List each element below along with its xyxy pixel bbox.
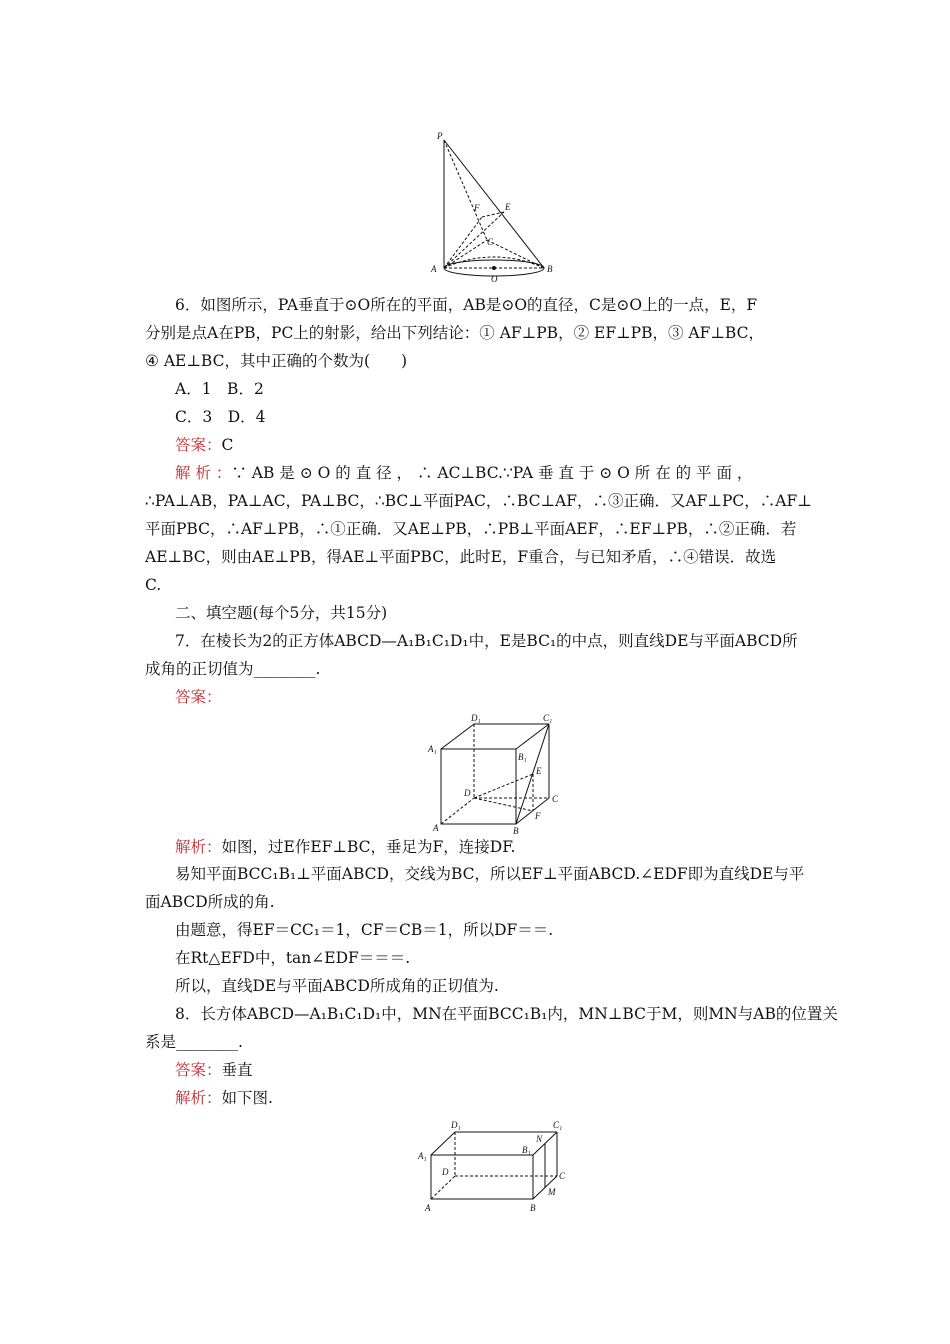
q6-answer-value: C [221,436,234,454]
q8-answer-value: 垂直 [221,1061,253,1079]
label-E: E [536,766,542,776]
q7-analysis-text1: 如图，过E作EF⊥BC，垂足为F，连接DF. [221,838,516,856]
q7-stem-line2: 成角的正切值为________. [145,660,321,678]
label-A1: A₁ [418,1151,427,1161]
q8-answer [175,1060,253,1080]
figure-cuboid [415,1117,575,1217]
label-B: B [530,1203,536,1213]
q6-answer [175,435,233,455]
label-D: D [442,1167,449,1177]
q7-stem-line1: 7．在棱长为2的正方体ABCD—A₁B₁C₁D₁中，E是BC₁的中点，则直线DE与平面ABCD所 [175,632,798,650]
label-B1: B₁ [522,1145,531,1155]
q6-analysis-line1 [175,463,752,483]
q8-analysis-text: 如下图. [221,1089,273,1107]
label-C1: C₁ [543,713,553,723]
q6-stem-line1: 6．如图所示，PA垂直于⊙O所在的平面，AB是⊙O的直径，C是⊙O上的一点，E，F [175,296,758,314]
label-C: C [552,794,559,804]
q7-analysis-line6: 所以，直线DE与平面ABCD所成角的正切值为. [175,977,499,995]
q8-stem-line1: 8．长方体ABCD—A₁B₁C₁D₁中，MN在平面BCC₁B₁内，MN⊥BC于M，则MN与AB的位置关 [175,1005,838,1023]
label-A: A [431,264,437,274]
q7-analysis-line2: 易知平面BCC₁B₁⊥平面ABCD，交线为BC，所以EF⊥平面ABCD.∠EDF即为直线DE与平 [175,865,805,883]
q8-analysis-label: 解析： [175,1089,222,1107]
q6-analysis-line4: AE⊥BC，则由AE⊥PB，得AE⊥平面PBC，此时E，F重合，与已知矛盾，∴④错误．故选 [145,548,777,566]
label-D: D [464,788,471,798]
label-F: F [535,811,541,821]
label-P: P [437,131,443,141]
label-D1: D₁ [451,1120,461,1130]
q7-analysis-line3: 面ABCD所成的角. [145,893,275,911]
q7-analysis-line5: 在Rt△EFD中，tan∠EDF＝＝＝. [175,949,411,967]
label-B1: B₁ [518,752,527,762]
q7-answer-label: 答案： [175,688,222,706]
q8-analysis [175,1088,273,1108]
label-D1: D₁ [471,713,481,723]
label-M: M [548,1187,556,1197]
q6-options-line2: C．3 D．4 [175,408,266,426]
q6-analysis-line5: C. [145,576,162,594]
q6-analysis-label: 解 析 ： [175,464,232,482]
q8-stem-line2: 系是________. [145,1033,243,1051]
label-A1: A₁ [428,744,437,754]
label-N: N [536,1134,543,1144]
q6-answer-label: 答案： [175,436,222,454]
q6-options-line1: A．1 B．2 [175,380,264,398]
label-B: B [513,826,519,836]
q7-analysis-line1 [175,837,515,857]
label-C1: C₁ [553,1120,563,1130]
label-C: C [559,1171,566,1181]
q6-analysis-text1: ∵ AB 是 ⊙ O 的 直 径 ， ∴ AC⊥BC.∵PA 垂 直 于 ⊙ O 所 在 的 平 面 ， [231,464,753,482]
label-E: E [505,202,511,212]
label-A: A [425,1203,431,1213]
figure-pyramid-circle [425,128,560,284]
q7-analysis-line4: 由题意，得EF＝CC₁＝1，CF＝CB＝1，所以DF＝＝. [175,921,554,939]
q7-analysis-label: 解析： [175,838,222,856]
q6-analysis-line2: ∴PA⊥AB，PA⊥AC，PA⊥BC，∴BC⊥平面PAC，∴BC⊥AF，∴③正确．又AF⊥PC，∴AF⊥ [145,492,812,510]
q6-analysis-line3: 平面PBC，∴AF⊥PB，∴①正确．又AE⊥PB，∴PB⊥平面AEF，∴EF⊥PB，∴②正确．若 [145,520,797,538]
label-B: B [547,264,553,274]
section2-title: 二、填空题(每个5分，共15分) [175,604,388,622]
q6-stem-line2: 分别是点A在PB，PC上的射影，给出下列结论：① AF⊥PB，② EF⊥PB，③ AF⊥BC， [145,324,764,342]
q8-answer-label: 答案： [175,1061,222,1079]
q6-stem-line3: ④ AE⊥BC，其中正确的个数为( ) [145,352,408,370]
figure-cube [425,712,565,838]
label-F: F [474,203,480,213]
label-C: C [487,237,494,247]
label-A: A [433,823,439,833]
label-O: O [491,274,498,284]
